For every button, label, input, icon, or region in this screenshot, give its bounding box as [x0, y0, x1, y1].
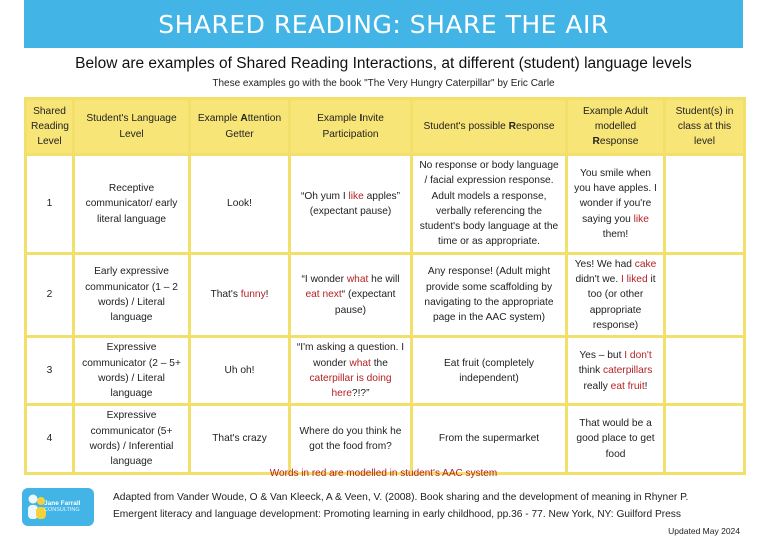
header-invite — [290, 99, 412, 155]
row2-level: 2 — [26, 253, 74, 336]
table-row — [26, 337, 745, 405]
row4-invite: Where do you think he got the food from? — [290, 405, 412, 473]
row2-invite-red-2: eat next — [305, 289, 342, 301]
row3-language: Expressive communicator (2 – 5+ words) / Literal language — [74, 337, 190, 405]
row3-adult-text-end: ! — [644, 380, 648, 392]
row1-adult-text: You smile when you have apples. I wonder if you're saying you — [574, 167, 657, 225]
header-level: Shared Reading Level — [26, 99, 74, 155]
row2-attention-text: That's — [210, 289, 241, 301]
title-banner — [24, 0, 743, 48]
row1-invite-red: like — [348, 190, 364, 202]
header-invite-letter: I — [359, 113, 363, 125]
row2-students — [665, 253, 745, 336]
row2-adult — [567, 253, 665, 336]
header-language: Student's Language Level — [74, 99, 190, 155]
header-adult-pre: Example Adult modelled — [582, 105, 649, 132]
table-row — [26, 405, 745, 473]
row2-adult-red: cake — [634, 258, 657, 270]
header-students: Student(s) in class at this level — [665, 99, 745, 155]
row1-language: Receptive communicator/ early literal language — [74, 155, 190, 254]
row3-invite-text-mid: the — [370, 357, 388, 369]
row4-students — [665, 405, 745, 473]
row3-adult-text: Yes – but — [579, 349, 625, 361]
header-attention-post: ttention Getter — [225, 113, 282, 140]
header-response-pre: Student's possible — [423, 120, 509, 132]
header-response-post: esponse — [516, 120, 555, 132]
table-row — [26, 155, 745, 254]
row4-response: From the supermarket — [412, 405, 567, 473]
row3-invite-red: what — [349, 357, 371, 369]
row2-adult-text-mid: didn't we. — [575, 274, 621, 286]
row3-students — [665, 337, 745, 405]
row3-adult — [567, 337, 665, 405]
row3-adult-red-3: eat fruit — [610, 380, 645, 392]
row2-invite — [290, 253, 412, 336]
header-adult-post: esponse — [599, 136, 639, 148]
book-caption: These examples go with the book "The Very Hungry Caterpillar" by Eric Carle — [212, 78, 555, 89]
updated-date: Updated May 2024 — [668, 526, 740, 536]
row2-attention — [190, 253, 290, 336]
logo-wordmark — [44, 500, 81, 514]
row4-level: 4 — [26, 405, 74, 473]
header-attention-pre: Example — [197, 113, 241, 125]
page-title: SHARED READING: SHARE THE AIR — [158, 9, 609, 39]
row3-adult-text-3: really — [583, 380, 611, 392]
row4-attention: That's crazy — [190, 405, 290, 473]
row1-adult — [567, 155, 665, 254]
header-response-letter: R — [508, 120, 517, 132]
row2-adult-red-2: I liked — [621, 274, 648, 286]
header-adult-response — [567, 99, 665, 155]
row3-invite-text: “I'm asking a question. I wonder — [296, 342, 405, 369]
row2-adult-text: Yes! We had — [574, 258, 635, 270]
row2-attention-text-end: ! — [265, 289, 269, 301]
row2-response: Any response! (Adult might provide some scaffolding by navigating to the appropriate page in the AAC system) — [412, 253, 567, 336]
row2-attention-red: funny — [240, 289, 266, 301]
row3-invite-text-end: ?!?” — [351, 388, 370, 400]
red-words-note: Words in red are modelled in student's AAC system — [269, 468, 498, 479]
header-adult-letter: R — [592, 136, 600, 148]
header-invite-post: nvite Participation — [322, 113, 384, 140]
row3-invite — [290, 337, 412, 405]
row2-language: Early expressive communicator (1 – 2 words) / Literal language — [74, 253, 190, 336]
row3-invite-red-2: caterpillar is doing here — [309, 372, 392, 400]
header-attention — [190, 99, 290, 155]
table-row — [26, 253, 745, 336]
row1-students — [665, 155, 745, 254]
row4-adult: That would be a good place to get food — [567, 405, 665, 473]
row3-level: 3 — [26, 337, 74, 405]
logo-sub: CONSULTING — [44, 507, 80, 514]
page-subtitle: Below are examples of Shared Reading Interactions, at different (student) language levels — [75, 55, 692, 72]
citation-text: Adapted from Vander Woude, O & Van Kleeck, A & Veen, V. (2008). Book sharing and the development of meaning in Rhyner P. Emergent literacy and language development: Promoting learning in early childhood, pp.36 - 77. New York, NY: Guilford Press — [113, 492, 689, 520]
row1-invite — [290, 155, 412, 254]
row2-invite-red: what — [346, 274, 369, 286]
row1-level: 1 — [26, 155, 74, 254]
row3-attention: Uh oh! — [190, 337, 290, 405]
row2-adult-text-end: it too (or other appropriate response) — [587, 274, 656, 331]
row1-adult-red: like — [633, 213, 649, 225]
row2-invite-text: “I wonder — [301, 274, 347, 286]
row3-response: Eat fruit (completely independent) — [412, 337, 567, 405]
logo-name: Jane Farrall — [44, 500, 81, 507]
row1-attention: Look! — [190, 155, 290, 254]
row1-invite-text: “Oh yum I — [300, 190, 349, 202]
row3-adult-text-2: think — [578, 365, 604, 377]
row1-adult-text-end: them! — [602, 228, 629, 240]
row2-invite-text-mid: he will — [368, 274, 400, 286]
row1-invite-text-end: apples” (expectant pause) — [309, 190, 401, 217]
row3-adult-red: I don't — [624, 349, 652, 361]
row4-language: Expressive communicator (5+ words) / Inferential language — [74, 405, 190, 473]
header-response — [412, 99, 567, 155]
header-invite-pre: Example — [317, 113, 360, 125]
table-header-row — [26, 99, 745, 155]
row1-response: No response or body language / facial expression response. Adult models a response, verbally referencing the student's body language at the time or as appropriate. — [412, 155, 567, 254]
header-attention-letter: A — [240, 113, 248, 125]
interactions-table — [24, 97, 746, 475]
row3-adult-red-2: caterpillars — [603, 365, 653, 377]
row2-invite-text-end: “ (expectant pause) — [334, 289, 396, 316]
